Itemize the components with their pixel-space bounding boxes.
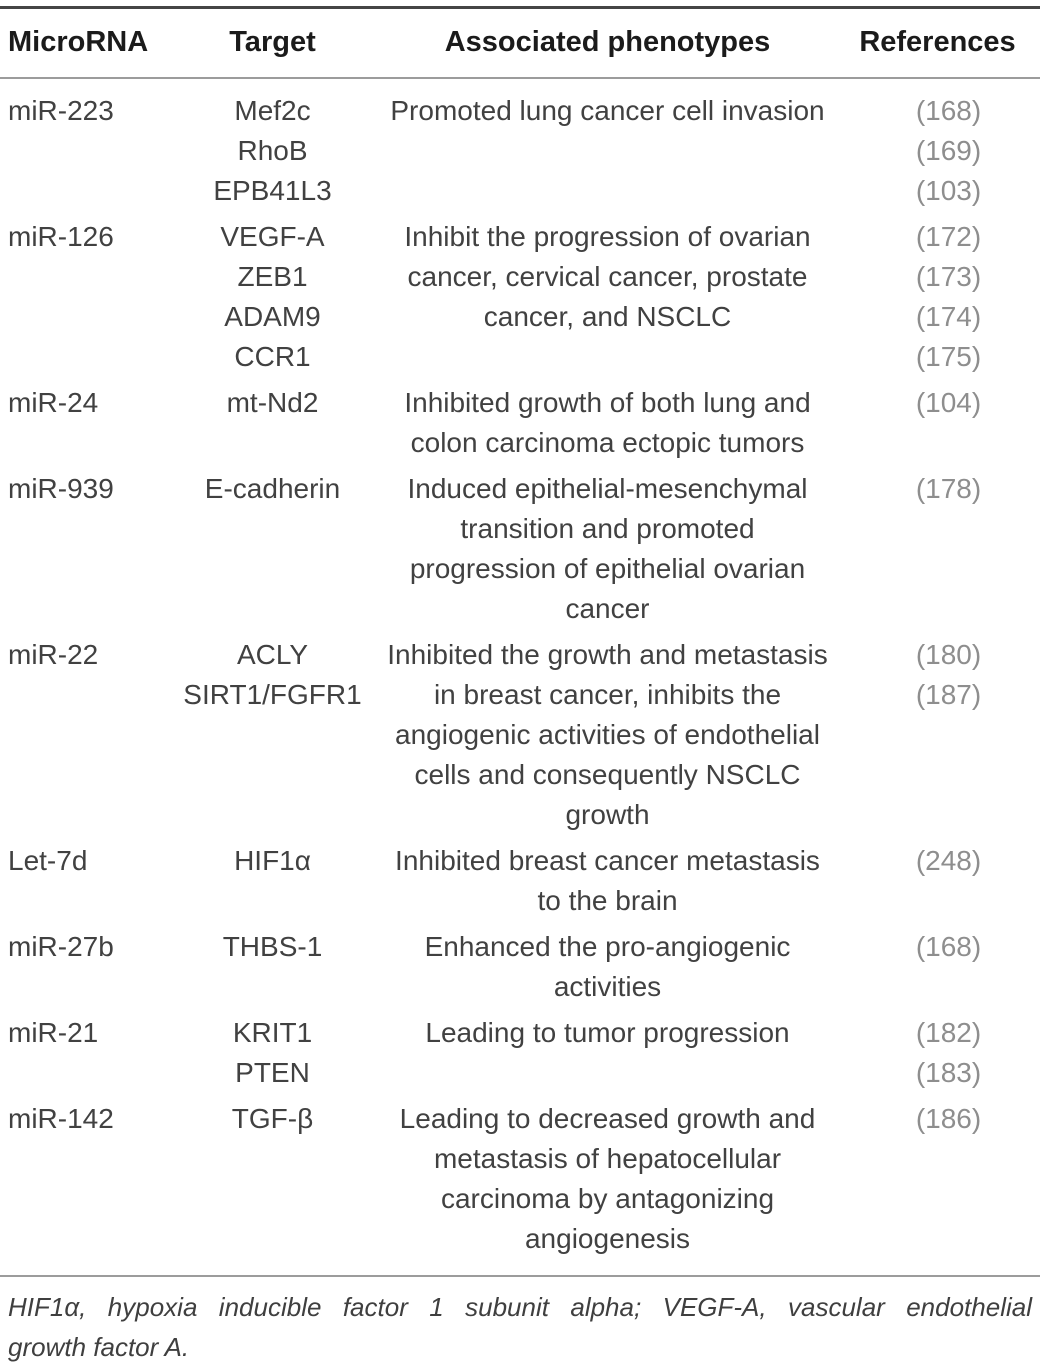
cell-line: Leading to decreased growth and — [399, 1103, 816, 1134]
references-cell — [835, 1013, 1040, 1093]
cell-line: miR-126 — [8, 221, 114, 252]
cell-line: miR-27b — [8, 931, 114, 962]
target-cell — [165, 383, 380, 423]
column-header-phenotypes: Associated phenotypes — [444, 26, 771, 58]
cell-line: RhoB — [237, 135, 308, 166]
table-body — [0, 79, 1040, 1275]
cell-line: Inhibited the growth and metastasis — [387, 639, 828, 670]
references-cell — [835, 217, 1040, 377]
cell-line: Enhanced the pro-angiogenic — [424, 931, 791, 962]
references-cell — [835, 635, 1040, 715]
cell-line: PTEN — [235, 1057, 310, 1088]
column-header-microrna: MicroRNA — [8, 26, 149, 58]
cell-line: metastasis of hepatocellular — [433, 1143, 782, 1174]
cell-line: miR-22 — [8, 639, 99, 670]
cell-line: (182) — [915, 1017, 982, 1048]
phenotype-cell — [380, 927, 835, 1007]
references-cell — [835, 1099, 1040, 1139]
cell-line: Promoted lung cancer cell invasion — [390, 95, 825, 126]
target-cell — [165, 217, 380, 377]
cell-line: VEGF-A — [220, 221, 325, 252]
phenotype-cell — [380, 841, 835, 921]
phenotype-cell — [380, 1013, 835, 1053]
cell-line: (168) — [915, 931, 982, 962]
table-footnote — [0, 1277, 1040, 1362]
phenotype-cell — [380, 635, 835, 835]
cell-line: Inhibited breast cancer metastasis — [395, 845, 820, 876]
cell-line: to the brain — [537, 885, 678, 916]
table-row — [0, 1099, 1040, 1259]
cell-line: Leading to tumor progression — [425, 1017, 790, 1048]
cell-line: Induced epithelial-mesenchymal — [407, 473, 808, 504]
cell-line: (175) — [915, 341, 982, 372]
references-cell — [835, 469, 1040, 509]
table-row — [0, 217, 1040, 377]
cell-line: cells and consequently NSCLC — [414, 759, 801, 790]
footnote-line: HIF1α, hypoxia inducible factor 1 subunit alpha; VEGF-A, vascular endothelial — [8, 1292, 1032, 1322]
column-header-target: Target — [229, 26, 316, 58]
table-row — [0, 91, 1040, 211]
target-cell — [165, 1013, 380, 1093]
table-row — [0, 469, 1040, 629]
cell-line: in breast cancer, inhibits the — [433, 679, 782, 710]
cell-line: (173) — [915, 261, 982, 292]
cell-line: colon carcinoma ectopic tumors — [410, 427, 805, 458]
cell-line: miR-142 — [8, 1103, 114, 1134]
cell-line: cancer — [565, 593, 650, 624]
cell-line: SIRT1/FGFR1 — [183, 679, 362, 710]
cell-line: HIF1α — [234, 845, 311, 876]
cell-line: miR-24 — [8, 387, 99, 418]
mirna-table — [0, 6, 1040, 1362]
cell-line: (104) — [915, 387, 982, 418]
cell-line: Mef2c — [234, 95, 311, 126]
table-row — [0, 635, 1040, 835]
phenotype-cell — [380, 1099, 835, 1259]
phenotype-cell — [380, 91, 835, 131]
cell-line: Inhibit the progression of ovarian — [404, 221, 811, 252]
cell-line: (103) — [915, 175, 982, 206]
cell-line: cancer, cervical cancer, prostate — [407, 261, 808, 292]
microrna-cell — [0, 217, 165, 257]
phenotype-cell — [380, 383, 835, 463]
cell-line: (174) — [915, 301, 982, 332]
target-cell — [165, 91, 380, 211]
cell-line: (248) — [915, 845, 982, 876]
references-cell — [835, 841, 1040, 881]
cell-line: carcinoma by antagonizing — [440, 1183, 775, 1214]
cell-line: (169) — [915, 135, 982, 166]
cell-line: ZEB1 — [237, 261, 308, 292]
table-row — [0, 1013, 1040, 1093]
footnote-line: growth factor A. — [8, 1332, 190, 1362]
cell-line: angiogenic activities of endothelial — [395, 719, 820, 750]
phenotype-cell — [380, 469, 835, 629]
microrna-cell — [0, 1013, 165, 1053]
microrna-cell — [0, 927, 165, 967]
cell-line: ADAM9 — [224, 301, 321, 332]
cell-line: (172) — [915, 221, 982, 252]
cell-line: CCR1 — [234, 341, 311, 372]
cell-line: (187) — [915, 679, 982, 710]
cell-line: KRIT1 — [232, 1017, 313, 1048]
cell-line: Let-7d — [8, 845, 88, 876]
cell-line: transition and promoted — [460, 513, 755, 544]
cell-line: mt-Nd2 — [226, 387, 319, 418]
cell-line: progression of epithelial ovarian — [409, 553, 806, 584]
cell-line: miR-223 — [8, 95, 114, 126]
table-row — [0, 383, 1040, 463]
cell-line: EPB41L3 — [213, 175, 332, 206]
microrna-cell — [0, 383, 165, 423]
table-row — [0, 927, 1040, 1007]
cell-line: THBS-1 — [222, 931, 323, 962]
cell-line: E-cadherin — [204, 473, 341, 504]
cell-line: (183) — [915, 1057, 982, 1088]
table-row — [0, 841, 1040, 921]
target-cell — [165, 1099, 380, 1139]
microrna-cell — [0, 1099, 165, 1139]
column-header-references: References — [859, 26, 1016, 58]
cell-line: (178) — [915, 473, 982, 504]
microrna-cell — [0, 841, 165, 881]
references-cell — [835, 91, 1040, 211]
cell-line: growth — [565, 799, 650, 830]
phenotype-cell — [380, 217, 835, 337]
cell-line: (186) — [915, 1103, 982, 1134]
cell-line: (168) — [915, 95, 982, 126]
references-cell — [835, 927, 1040, 967]
cell-line: cancer, and NSCLC — [483, 301, 732, 332]
cell-line: (180) — [915, 639, 982, 670]
microrna-cell — [0, 91, 165, 131]
microrna-cell — [0, 635, 165, 675]
microrna-cell — [0, 469, 165, 509]
cell-line: TGF-β — [231, 1103, 314, 1134]
target-cell — [165, 927, 380, 967]
table-header-row — [0, 9, 1040, 77]
target-cell — [165, 469, 380, 509]
cell-line: ACLY — [236, 639, 309, 670]
cell-line: miR-21 — [8, 1017, 99, 1048]
cell-line: activities — [553, 971, 662, 1002]
references-cell — [835, 383, 1040, 423]
target-cell — [165, 635, 380, 715]
cell-line: angiogenesis — [524, 1223, 691, 1254]
cell-line: miR-939 — [8, 473, 114, 504]
target-cell — [165, 841, 380, 881]
cell-line: Inhibited growth of both lung and — [404, 387, 811, 418]
